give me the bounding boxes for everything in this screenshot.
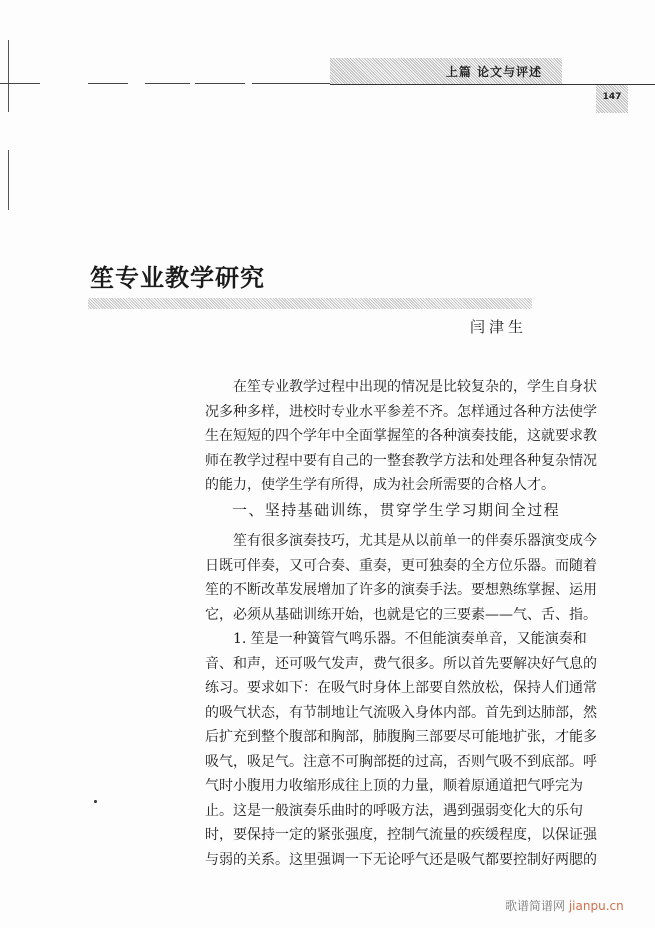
text-line: 吸气，吸足气。注意不可胸部挺的过高，否则气吸不到底部。呼 [205,753,597,770]
section-label: 上篇 论文与评述 [445,65,542,79]
paragraph-2 [205,529,597,627]
intro-paragraph [205,375,597,498]
text-line: 气时小腹用力收缩形成往上顶的力量，顺着原通道把气呼完为 [205,778,583,794]
text-line: 师在教学过程中要有自己的一整套教学方法和处理各种复杂情况 [205,452,597,469]
text-line: 笙有很多演奏技巧，尤其是从以前单一的伴奏乐器演变成今 [233,533,597,549]
paragraph-3 [205,627,597,872]
text-line: 笙的不断改革发展增加了许多的演奏手法。要想熟练掌握、运用 [205,582,597,598]
watermark [505,897,624,914]
text-line: 时，要保持一定的紧张强度，控制气流量的疾缓程度，以保证强 [205,827,597,843]
text-line: 1. 笙是一种簧管气鸣乐器。不但能演奏单音，又能演奏和 [233,631,587,647]
header-dash [195,83,245,84]
watermark-domain: jianpu.cn [568,899,624,913]
text-line: 的吸气状态，有节制地让气流吸入身体内部。首先到达肺部，然 [205,704,597,721]
text-line: 与弱的关系。这里强调一下无论呼气还是吸气都要控制好两腮的 [205,851,597,868]
running-header [330,58,562,84]
text-line: 后扩充到整个腹部和胸部，肺腹胸三部要尽可能地扩张，才能多 [205,729,597,745]
header-dash [88,83,128,84]
text-line: 音、和声，还可吸气发声，费气很多。所以首先要解决好气息的 [205,655,597,672]
title-underline [88,298,532,309]
margin-dot [94,800,97,803]
margin-rule [8,40,9,112]
watermark-cn: 歌谱简谱网 [505,899,566,913]
text-line: 况多种多样，进校时专业水平参差不齐。怎样通过各种方法使学 [205,403,597,420]
text-line: 它，必须从基础训练开始，也就是它的三要素——气、舌、指。 [205,606,597,623]
text-line: 在笙专业教学过程中出现的情况是比较复杂的，学生自身状 [233,379,597,395]
section-heading: 一、坚持基础训练，贯穿学生学习期间全过程 [232,501,561,519]
text-line: 的能力，使学生学有所得，成为社会所需要的合格人才。 [205,477,555,493]
margin-rule [8,150,9,210]
article-title: 笙专业教学研究 [90,264,265,292]
header-dash [0,83,40,84]
header-dash [252,83,332,84]
header-dash [145,83,190,84]
author-name: 闫津生 [470,318,528,336]
text-line: 生在短短的四个学年中全面掌握笙的各种演奏技能，这就要求教 [205,428,597,444]
text-line: 止。这是一般演奏乐曲时的呼吸方法，遇到强弱变化大的乐句 [205,802,583,819]
text-line: 日既可伴奏，又可合奏、重奏，更可独奏的全方位乐器。而随着 [205,557,597,574]
text-line: 练习。要求如下：在吸气时身体上部要自然放松，保持人们通常 [205,680,597,696]
page-number: 147 [596,85,628,113]
